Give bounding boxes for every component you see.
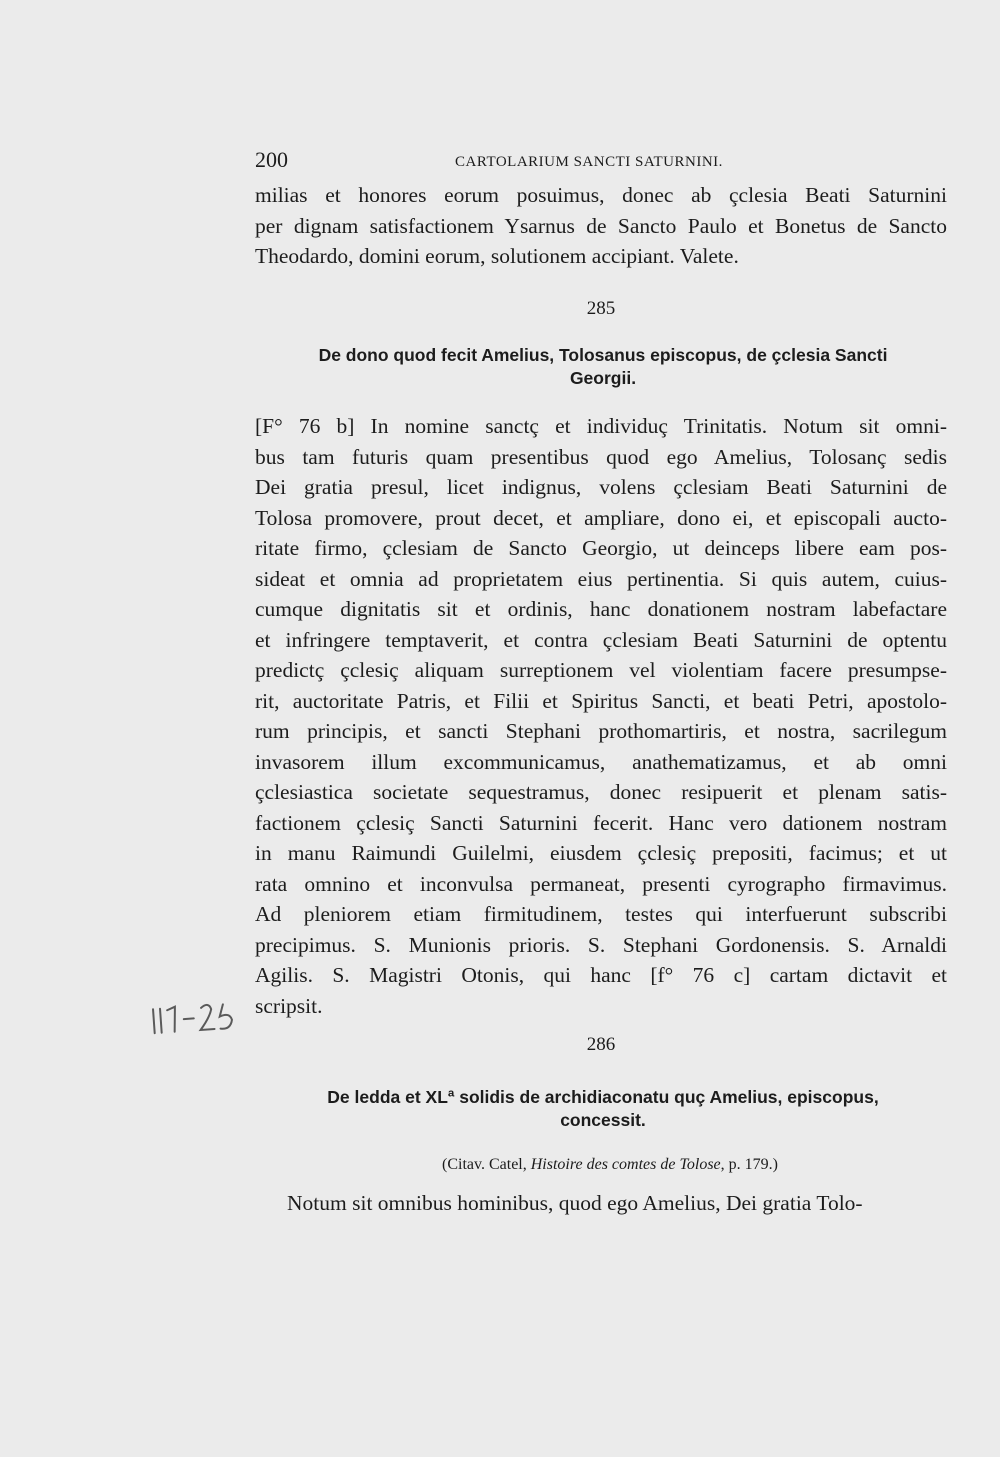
text-line: Notum sit omnibus hominibus, quod ego Amelius, Dei gratia Tolo- xyxy=(287,1191,863,1215)
citation-title: Histoire des comtes de Tolose xyxy=(530,1156,721,1173)
text-line: sideat et omnia ad proprietatem eius pertinentia. Si quis autem, cuius- xyxy=(255,566,947,591)
text-line: Theodardo, domini eorum, solutionem accipiant. Valete. xyxy=(255,244,739,268)
charter-number: 285 xyxy=(586,298,616,319)
text-line: in manu Raimundi Guilelmi, eiusdem çclesiç prepositi, facimus; et ut xyxy=(255,841,947,865)
text-line: predictç çclesiç aliquam surreptionem vel violentiam facere presumpse- xyxy=(255,658,947,682)
text-line: factionem çclesiç Sancti Saturnini fecerit. Hanc vero dationem nostram xyxy=(255,810,947,835)
text-line: scripsit. xyxy=(255,993,323,1018)
charter-286-heading xyxy=(258,1086,948,1132)
charter-286-number-wrap xyxy=(255,1034,947,1064)
charter-286-body xyxy=(287,1188,947,1219)
heading-line: De dono quod fecit Amelius, Tolosanus episcopus, de çclesia Sancti xyxy=(318,345,888,365)
text-line: invasorem illum excommunicamus, anathematizamus, et ab omni xyxy=(255,749,947,774)
page-number: 200 xyxy=(255,147,288,172)
text-line: Tolosa promovere, prout decet, et ampliare, dono ei, et episcopali aucto- xyxy=(255,505,947,530)
running-title: CARTOLARIUM SANCTI SATURNINI. xyxy=(455,154,723,170)
text-line: per dignam satisfactionem Ysarnus de Sancto Paulo et Bonetus de Sancto xyxy=(255,213,947,238)
text-line: precipimus. S. Munionis prioris. S. Stephani Gordonensis. S. Arnaldi xyxy=(255,932,947,957)
citation xyxy=(360,1156,860,1174)
heading-line: concessit. xyxy=(560,1110,646,1130)
text-line: bus tam futuris quam presentibus quod ego Amelius, Tolosanç sedis xyxy=(255,444,947,469)
text-line: milias et honores eorum posuimus, donec ab çclesia Beati Saturnini xyxy=(255,183,947,207)
text-line: cumque dignitatis sit et ordinis, hanc donationem nostram labefactare xyxy=(255,597,947,621)
pencil-note-icon xyxy=(149,997,251,1040)
text-line: rata omnino et inconvulsa permaneat, presenti cyrographo firmavimus. xyxy=(255,871,947,896)
citation-suffix: , p. 179.) xyxy=(720,1156,778,1173)
text-line: et infringere temptaverit, et contra çclesiam Beati Saturnini de optentu xyxy=(255,627,947,652)
text-line: ritate firmo, çclesiam de Sancto Georgio, ut deinceps libere eam pos- xyxy=(255,536,947,560)
citation-prefix: (Citav. Catel, xyxy=(442,1156,531,1173)
heading-line: Georgii. xyxy=(569,368,637,388)
heading-line: De ledda et XLª solidis de archidiaconatu quç Amelius, episcopus, xyxy=(327,1087,879,1107)
text-line: çclesiastica societate sequestramus, donec resipuerit et plenam satis- xyxy=(255,780,947,804)
charter-285-number-wrap xyxy=(255,298,947,328)
charter-number: 286 xyxy=(586,1034,616,1055)
continuation-text xyxy=(255,180,947,272)
handwritten-margin-note xyxy=(149,997,252,1047)
text-line: rum principis, et sancti Stephani prothomartiris, et nostra, sacrilegum xyxy=(255,719,947,743)
text-line: rit, auctoritate Patris, et Filii et Spiritus Sancti, et beati Petri, apostolo- xyxy=(255,688,947,713)
text-line: Dei gratia presul, licet indignus, volens çclesiam Beati Saturnini de xyxy=(255,475,947,499)
text-line: [F° 76 b] In nomine sanctç et individuç Trinitatis. Notum sit omni- xyxy=(255,414,947,438)
text-line: Agilis. S. Magistri Otonis, qui hanc [f° 76 c] cartam dictavit et xyxy=(255,963,947,987)
charter-285-heading xyxy=(258,344,948,390)
charter-285-body xyxy=(255,411,947,1021)
text-line: Ad pleniorem etiam firmitudinem, testes qui interfuerunt subscribi xyxy=(255,902,947,926)
